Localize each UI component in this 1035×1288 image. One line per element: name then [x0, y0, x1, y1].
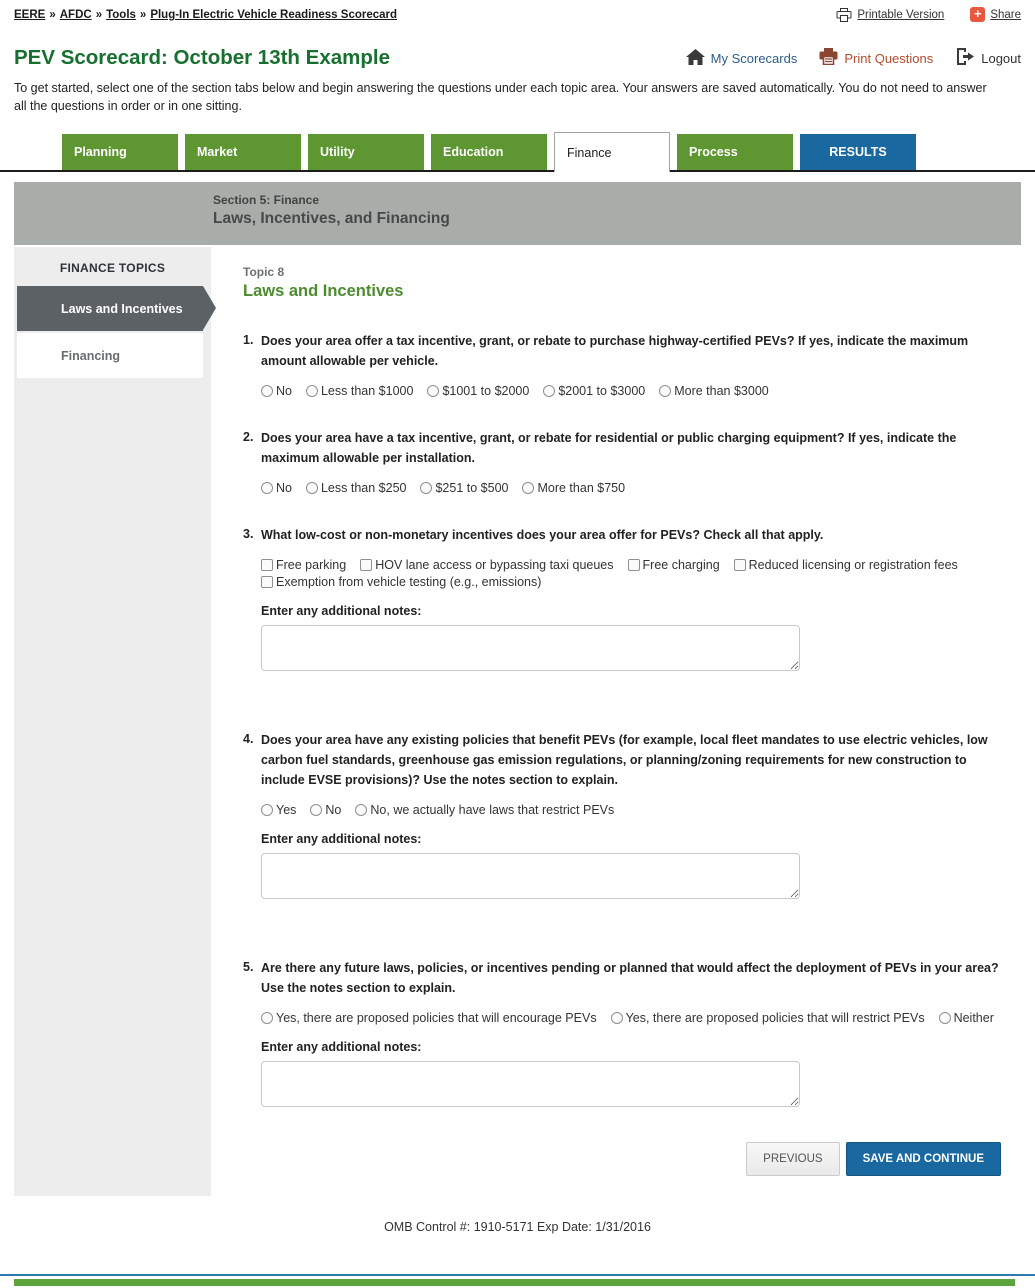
question-5-notes-textarea[interactable] [261, 1061, 800, 1107]
section-label: Section 5: Finance [213, 193, 320, 208]
print-questions-printer-icon [819, 48, 838, 68]
question-4-options [261, 803, 1001, 817]
question-2 [243, 428, 1001, 495]
radio-option[interactable] [310, 803, 341, 817]
radio-label: More than $3000 [674, 384, 769, 399]
content [14, 247, 1021, 1196]
my-scorecards-link[interactable] [686, 49, 798, 68]
page-header [0, 22, 1035, 70]
radio-input[interactable] [306, 385, 318, 397]
breadcrumb-link-tools[interactable]: Tools [106, 9, 136, 21]
logout-label: Logout [981, 50, 1021, 66]
home-icon [686, 49, 705, 68]
radio-option[interactable] [261, 481, 292, 495]
form-buttons [243, 1142, 1001, 1176]
radio-input[interactable] [261, 804, 273, 816]
section-header-bar [14, 182, 1021, 245]
sidebar-item-financing[interactable]: Financing [17, 333, 203, 378]
radio-label: Yes, there are proposed policies that will restrict PEVs [625, 1011, 925, 1026]
notes-label: Enter any additional notes: [261, 832, 422, 847]
breadcrumb-link-eere[interactable]: EERE [14, 9, 46, 21]
tab-market[interactable]: Market [185, 134, 301, 170]
sidebar-title: FINANCE TOPICS [59, 261, 166, 276]
question-2-options [261, 481, 1001, 495]
radio-option[interactable] [611, 1011, 925, 1025]
printable-version-link[interactable] [836, 8, 944, 22]
checkbox-option[interactable] [261, 575, 541, 589]
breadcrumb-separator: » [49, 9, 56, 21]
checkbox-input[interactable] [360, 559, 372, 571]
question-5 [243, 958, 1001, 1112]
radio-input[interactable] [261, 482, 273, 494]
tab-finance[interactable]: Finance [554, 132, 670, 172]
breadcrumb-link-scorecard[interactable]: Plug-In Electric Vehicle Readiness Scorecard [150, 9, 398, 21]
question-1-number: 1. [243, 333, 254, 348]
notes-label: Enter any additional notes: [261, 604, 422, 619]
checkbox-label: Free charging [642, 558, 720, 573]
radio-option[interactable] [261, 384, 292, 398]
tab-process[interactable]: Process [677, 134, 793, 170]
previous-button[interactable]: PREVIOUS [746, 1142, 839, 1176]
top-utilities [836, 7, 1021, 22]
tab-results[interactable]: RESULTS [800, 134, 916, 170]
radio-option[interactable] [543, 384, 645, 398]
radio-input[interactable] [611, 1012, 623, 1024]
radio-input[interactable] [420, 482, 432, 494]
tab-utility[interactable]: Utility [308, 134, 424, 170]
radio-input[interactable] [543, 385, 555, 397]
checkbox-option[interactable] [734, 558, 958, 572]
question-1 [243, 331, 1001, 398]
my-scorecards-label: My Scorecards [710, 50, 798, 66]
printer-icon [836, 8, 852, 22]
radio-label: No [325, 803, 342, 818]
tab-education[interactable]: Education [431, 134, 547, 170]
question-5-number: 5. [243, 960, 254, 975]
question-2-number: 2. [243, 430, 254, 445]
checkbox-option[interactable] [261, 558, 346, 572]
question-4-number: 4. [243, 732, 254, 747]
question-3-options [261, 558, 1001, 589]
radio-label: $251 to $500 [435, 481, 509, 496]
breadcrumb-separator: » [95, 9, 103, 21]
notes-label: Enter any additional notes: [261, 1040, 422, 1055]
checkbox-label: HOV lane access or bypassing taxi queues [375, 558, 614, 573]
page-title: PEV Scorecard: October 13th Example [14, 46, 390, 69]
radio-option[interactable] [306, 481, 407, 495]
logout-link[interactable] [955, 48, 1021, 68]
radio-option[interactable] [261, 803, 296, 817]
printable-version-label[interactable]: Printable Version [857, 8, 945, 21]
radio-input[interactable] [939, 1012, 951, 1024]
radio-label: No [276, 384, 292, 399]
radio-option[interactable] [420, 481, 508, 495]
checkbox-label: Exemption from vehicle testing (e.g., emissions) [276, 575, 542, 590]
radio-option[interactable] [261, 1011, 597, 1025]
checkbox-label: Free parking [276, 558, 347, 573]
logout-door-icon [955, 48, 975, 68]
share-label[interactable]: Share [990, 8, 1021, 21]
radio-input[interactable] [355, 804, 367, 816]
main-panel [213, 247, 1021, 1196]
tab-planning[interactable]: Planning [62, 134, 178, 170]
radio-input[interactable] [310, 804, 322, 816]
breadcrumb [14, 7, 397, 21]
topic-title: Laws and Incentives [243, 282, 404, 301]
checkbox-label: Reduced licensing or registration fees [748, 558, 958, 573]
radio-label: No, we actually have laws that restrict PEVs [370, 803, 615, 818]
print-questions-link[interactable] [819, 48, 933, 68]
checkbox-input[interactable] [734, 559, 746, 571]
radio-option[interactable] [306, 384, 413, 398]
radio-label: Less than $1000 [320, 384, 414, 399]
breadcrumb-link-afdc[interactable]: AFDC [59, 9, 92, 21]
section-tabs [0, 132, 1035, 172]
sidebar-item-laws-and-incentives[interactable]: Laws and Incentives [17, 286, 203, 331]
radio-label: Less than $250 [320, 481, 407, 496]
radio-label: $1001 to $2000 [442, 384, 530, 399]
radio-input[interactable] [427, 385, 439, 397]
radio-option[interactable] [427, 384, 529, 398]
radio-input[interactable] [659, 385, 671, 397]
checkbox-input[interactable] [261, 559, 273, 571]
question-4-notes-textarea[interactable] [261, 853, 800, 899]
print-questions-label: Print Questions [844, 50, 934, 66]
question-2-text: Does your area have a tax incentive, grant, or rebate for residential or public charging equipment? If yes, indicate the maximum allowable per installation. [261, 431, 957, 466]
question-3 [243, 525, 1001, 700]
share-plus-icon: + [970, 7, 985, 22]
share-link[interactable] [970, 7, 1021, 22]
question-3-notes-textarea[interactable] [261, 625, 800, 671]
radio-label: $2001 to $3000 [558, 384, 646, 399]
radio-option[interactable] [659, 384, 769, 398]
radio-label: More than $750 [537, 481, 626, 496]
radio-input[interactable] [522, 482, 534, 494]
sidebar [14, 247, 211, 1196]
radio-label: Yes, there are proposed policies that will encourage PEVs [276, 1011, 597, 1026]
radio-input[interactable] [261, 385, 273, 397]
question-3-number: 3. [243, 527, 254, 542]
omb-control-text: OMB Control #: 1910-5171 Exp Date: 1/31/2016 [384, 1220, 651, 1235]
checkbox-input[interactable] [628, 559, 640, 571]
question-1-options [261, 384, 1001, 398]
checkbox-option[interactable] [360, 558, 613, 572]
question-5-options [261, 1011, 1001, 1025]
question-4 [243, 730, 1001, 928]
checkbox-option[interactable] [628, 558, 720, 572]
radio-label: No [276, 481, 292, 496]
question-4-text: Does your area have any existing policies that benefit PEVs (for example, local fleet mandates to use electric vehicles, low carbon fuel standards, greenhouse gas emission regulations, or planning/zoning requirements for new construction to include EVSE provisions)? Use the notes section to explain. [261, 733, 988, 788]
radio-input[interactable] [306, 482, 318, 494]
footer-green-bar [14, 1279, 1015, 1286]
radio-label: Neither [953, 1011, 994, 1026]
question-5-text: Are there any future laws, policies, or incentives pending or planned that would affect the deployment of PEVs in your area? Use the notes section to explain. [261, 961, 999, 996]
question-1-text: Does your area offer a tax incentive, grant, or rebate to purchase highway-certified PEVs? If yes, indicate the maximum amount allowable per vehicle. [261, 334, 969, 369]
checkbox-input[interactable] [261, 576, 273, 588]
radio-option[interactable] [522, 481, 625, 495]
save-and-continue-button[interactable]: SAVE AND CONTINUE [846, 1142, 1001, 1176]
radio-option[interactable] [939, 1011, 994, 1025]
radio-option[interactable] [355, 803, 614, 817]
radio-label: Yes [276, 803, 297, 818]
topic-kicker: Topic 8 [243, 265, 285, 280]
intro-text: To get started, select one of the section tabs below and begin answering the questions under each topic area. Your answers are saved automatically. You do not need to answer all the questions in order or in one sitting. [14, 81, 987, 114]
question-3-text: What low-cost or non-monetary incentives does your area offer for PEVs? Check all that apply. [261, 528, 824, 543]
header-nav [686, 48, 1021, 68]
breadcrumb-separator: » [139, 9, 147, 21]
top-bar [0, 0, 1035, 22]
section-title: Laws, Incentives, and Financing [213, 210, 450, 228]
radio-input[interactable] [261, 1012, 273, 1024]
footer-blue-line [0, 1274, 1035, 1276]
